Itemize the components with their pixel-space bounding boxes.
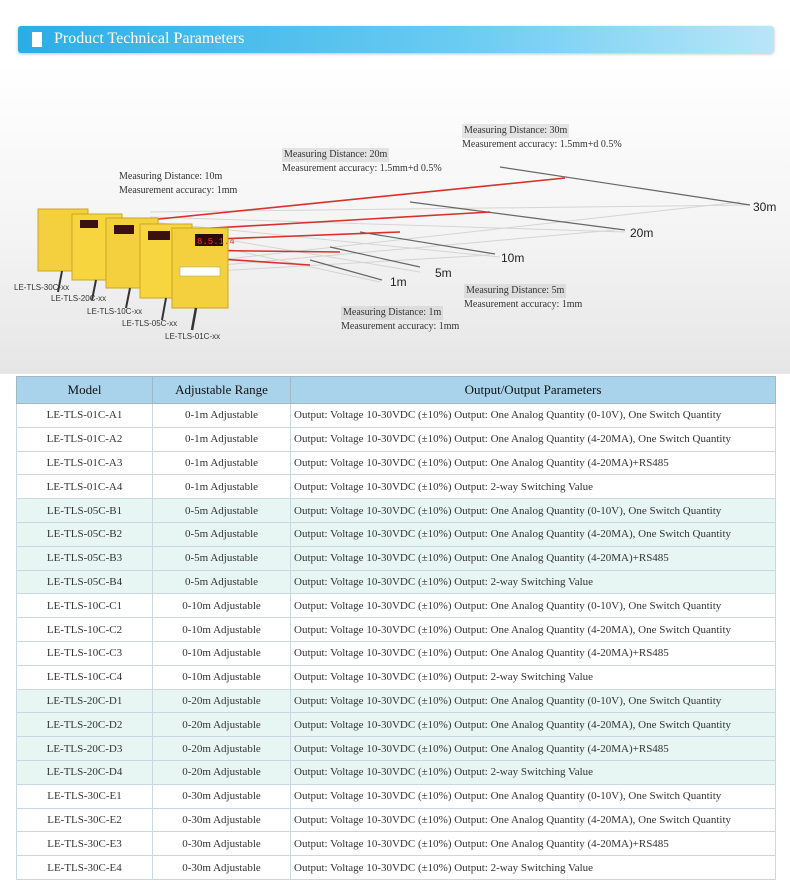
range-cell: 0-30m Adjustable (153, 832, 291, 856)
output-cell: Output: Voltage 10-30VDC (±10%) Output: 2-way Switching Value (291, 665, 776, 689)
sensor-01c (172, 228, 235, 330)
model-cell: LE-TLS-20C-D3 (17, 737, 153, 761)
range-cell: 0-5m Adjustable (153, 522, 291, 546)
table-row (17, 689, 776, 713)
range-cell: 0-1m Adjustable (153, 404, 291, 428)
annotation-1m: Measuring Distance: 1m Measurement accuracy: 1mm (341, 307, 460, 332)
output-cell: Output: Voltage 10-30VDC (±10%) Output: 2-way Switching Value (291, 760, 776, 784)
section-title: Product Technical Parameters (54, 30, 245, 47)
model-cell: LE-TLS-10C-C2 (17, 618, 153, 642)
output-cell: Output: Voltage 10-30VDC (±10%) Output: One Analog Quantity (4-20MA)+RS485 (291, 737, 776, 761)
output-cell: Output: Voltage 10-30VDC (±10%) Output: One Analog Quantity (4-20MA), One Switch Quantity (291, 713, 776, 737)
model-label-20c: LE-TLS-20C-xx (51, 294, 107, 303)
model-cell: LE-TLS-30C-E4 (17, 856, 153, 880)
table-header-row (17, 377, 776, 404)
table-row (17, 594, 776, 618)
table-row (17, 618, 776, 642)
table-row (17, 832, 776, 856)
range-cell: 0-10m Adjustable (153, 594, 291, 618)
table-row (17, 808, 776, 832)
output-cell: Output: Voltage 10-30VDC (±10%) Output: One Analog Quantity (4-20MA), One Switch Quantity (291, 427, 776, 451)
model-cell: LE-TLS-10C-C3 (17, 641, 153, 665)
output-cell: Output: Voltage 10-30VDC (±10%) Output: One Analog Quantity (4-20MA)+RS485 (291, 832, 776, 856)
output-cell: Output: Voltage 10-30VDC (±10%) Output: One Analog Quantity (4-20MA), One Switch Quantity (291, 808, 776, 832)
model-label-10c: LE-TLS-10C-xx (87, 307, 143, 316)
output-cell: Output: Voltage 10-30VDC (±10%) Output: One Analog Quantity (0-10V), One Switch Quantity (291, 594, 776, 618)
table-row (17, 404, 776, 428)
model-cell: LE-TLS-10C-C4 (17, 665, 153, 689)
distance-label-5m: 5m (435, 266, 452, 280)
table-row (17, 522, 776, 546)
output-cell: Output: Voltage 10-30VDC (±10%) Output: One Analog Quantity (0-10V), One Switch Quantity (291, 784, 776, 808)
distance-label-1m: 1m (390, 275, 407, 289)
table-row (17, 856, 776, 880)
table-row (17, 570, 776, 594)
table-row (17, 665, 776, 689)
range-cell: 0-1m Adjustable (153, 475, 291, 499)
range-cell: 0-30m Adjustable (153, 856, 291, 880)
distance-label-10m: 10m (501, 251, 525, 265)
range-cell: 0-5m Adjustable (153, 499, 291, 523)
annotation-5m: Measuring Distance: 5m Measurement accuracy: 1mm (464, 285, 583, 310)
measurement-diagram (0, 62, 790, 374)
parameters-table (16, 376, 776, 880)
annotation-20m: Measuring Distance: 20m Measurement accuracy: 1.5mm+d 0.5% (282, 149, 442, 174)
model-cell: LE-TLS-05C-B1 (17, 499, 153, 523)
table-row (17, 427, 776, 451)
range-cell: 0-30m Adjustable (153, 784, 291, 808)
table-row (17, 713, 776, 737)
model-cell: LE-TLS-01C-A3 (17, 451, 153, 475)
table-row (17, 546, 776, 570)
annotation-10m: Measuring Distance: 10m Measurement accuracy: 1mm (119, 171, 238, 196)
table-row (17, 451, 776, 475)
output-cell: Output: Voltage 10-30VDC (±10%) Output: One Analog Quantity (0-10V), One Switch Quantity (291, 689, 776, 713)
target-lines (310, 167, 750, 280)
table-row (17, 760, 776, 784)
model-cell: LE-TLS-01C-A2 (17, 427, 153, 451)
output-cell: Output: Voltage 10-30VDC (±10%) Output: One Analog Quantity (4-20MA)+RS485 (291, 546, 776, 570)
range-cell: 0-10m Adjustable (153, 641, 291, 665)
model-cell: LE-TLS-05C-B3 (17, 546, 153, 570)
model-cell: LE-TLS-20C-D1 (17, 689, 153, 713)
range-cell: 0-20m Adjustable (153, 737, 291, 761)
section-header (18, 26, 774, 53)
model-label-01c: LE-TLS-01C-xx (165, 332, 221, 341)
model-cell: LE-TLS-20C-D2 (17, 713, 153, 737)
model-cell: LE-TLS-05C-B2 (17, 522, 153, 546)
header-model: Model (17, 377, 153, 404)
table-row (17, 641, 776, 665)
model-cell: LE-TLS-01C-A4 (17, 475, 153, 499)
range-cell: 0-1m Adjustable (153, 451, 291, 475)
distance-label-20m: 20m (630, 226, 654, 240)
table-row (17, 499, 776, 523)
output-cell: Output: Voltage 10-30VDC (±10%) Output: One Analog Quantity (4-20MA)+RS485 (291, 451, 776, 475)
table-row (17, 737, 776, 761)
table-row (17, 475, 776, 499)
model-label-30c: LE-TLS-30C-xx (14, 283, 70, 292)
range-cell: 0-5m Adjustable (153, 546, 291, 570)
output-cell: Output: Voltage 10-30VDC (±10%) Output: One Analog Quantity (0-10V), One Switch Quantity (291, 499, 776, 523)
range-cell: 0-20m Adjustable (153, 713, 291, 737)
device-display: 8.5.1.4 (197, 237, 235, 247)
output-cell: Output: Voltage 10-30VDC (±10%) Output: One Analog Quantity (4-20MA), One Switch Quantity (291, 618, 776, 642)
model-cell: LE-TLS-10C-C1 (17, 594, 153, 618)
annotation-30m: Measuring Distance: 30m Measurement accuracy: 1.5mm+d 0.5% (462, 125, 622, 150)
range-cell: 0-30m Adjustable (153, 808, 291, 832)
model-cell: LE-TLS-30C-E3 (17, 832, 153, 856)
range-cell: 0-10m Adjustable (153, 665, 291, 689)
table-row (17, 784, 776, 808)
model-cell: LE-TLS-20C-D4 (17, 760, 153, 784)
distance-label-30m: 30m (753, 200, 777, 214)
output-cell: Output: Voltage 10-30VDC (±10%) Output: One Analog Quantity (0-10V), One Switch Quantity (291, 404, 776, 428)
table-body (17, 404, 776, 880)
header-output: Output/Output Parameters (291, 377, 776, 404)
range-cell: 0-10m Adjustable (153, 618, 291, 642)
header-range: Adjustable Range (153, 377, 291, 404)
model-cell: LE-TLS-01C-A1 (17, 404, 153, 428)
range-cell: 0-1m Adjustable (153, 427, 291, 451)
output-cell: Output: Voltage 10-30VDC (±10%) Output: One Analog Quantity (4-20MA)+RS485 (291, 641, 776, 665)
range-cell: 0-20m Adjustable (153, 689, 291, 713)
model-cell: LE-TLS-05C-B4 (17, 570, 153, 594)
range-cell: 0-5m Adjustable (153, 570, 291, 594)
header-marker (32, 32, 42, 47)
output-cell: Output: Voltage 10-30VDC (±10%) Output: 2-way Switching Value (291, 856, 776, 880)
model-label-05c: LE-TLS-05C-xx (122, 319, 178, 328)
output-cell: Output: Voltage 10-30VDC (±10%) Output: 2-way Switching Value (291, 570, 776, 594)
range-cell: 0-20m Adjustable (153, 760, 291, 784)
output-cell: Output: Voltage 10-30VDC (±10%) Output: 2-way Switching Value (291, 475, 776, 499)
output-cell: Output: Voltage 10-30VDC (±10%) Output: One Analog Quantity (4-20MA), One Switch Quantity (291, 522, 776, 546)
model-cell: LE-TLS-30C-E1 (17, 784, 153, 808)
model-cell: LE-TLS-30C-E2 (17, 808, 153, 832)
